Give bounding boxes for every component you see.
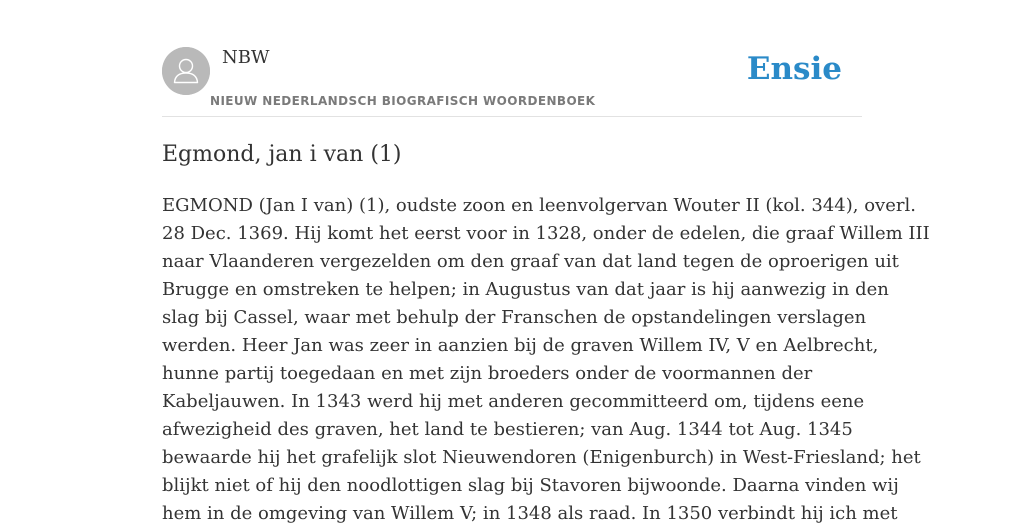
- body-line: 28 Dec. 1369. Hij komt het eerst voor in 1328, onder de edelen, die graaf Willem III: [162, 223, 930, 244]
- source-avatar[interactable]: [162, 47, 210, 95]
- article-header: [162, 0, 862, 117]
- source-name[interactable]: NBW: [222, 47, 270, 68]
- body-line: werden. Heer Jan was zeer in aanzien bij de graven Willem IV, V en Aelbrecht,: [162, 335, 879, 356]
- user-silhouette-icon: [162, 47, 210, 95]
- body-line: Brugge en omstreken te helpen; in Augustus van dat jaar is hij aanwezig in den: [162, 279, 889, 300]
- body-line: hem in de omgeving van Willem V; in 1348 als raad. In 1350 verbindt hij ich met: [162, 503, 898, 524]
- body-line: afwezigheid des graven, het land te bestieren; van Aug. 1344 tot Aug. 1345: [162, 419, 853, 440]
- body-line: hunne partij toegedaan en met zijn broeders onder de voormannen der: [162, 363, 813, 384]
- body-line: blijkt niet of hij den noodlottigen slag bij Stavoren bijwoonde. Daarna vinden wij: [162, 475, 899, 496]
- body-line: EGMOND (Jan I van) (1), oudste zoon en leenvolgervan Wouter II (kol. 344), overl.: [162, 195, 916, 216]
- body-line: bewaarde hij het grafelijk slot Nieuwendoren (Enigenburch) in West-Friesland; het: [162, 447, 921, 468]
- article-body: [162, 192, 930, 528]
- source-subtitle: NIEUW NEDERLANDSCH BIOGRAFISCH WOORDENBOEK: [210, 94, 596, 108]
- brand-logo[interactable]: Ensie: [746, 51, 842, 87]
- body-line: naar Vlaanderen vergezelden om den graaf van dat land tegen de oproerigen uit: [162, 251, 899, 272]
- article-title: Egmond, jan i van (1): [162, 142, 402, 167]
- body-line: slag bij Cassel, waar met behulp der Franschen de opstandelingen verslagen: [162, 307, 867, 328]
- body-line: Kabeljauwen. In 1343 werd hij met anderen gecommitteerd om, tijdens eene: [162, 391, 865, 412]
